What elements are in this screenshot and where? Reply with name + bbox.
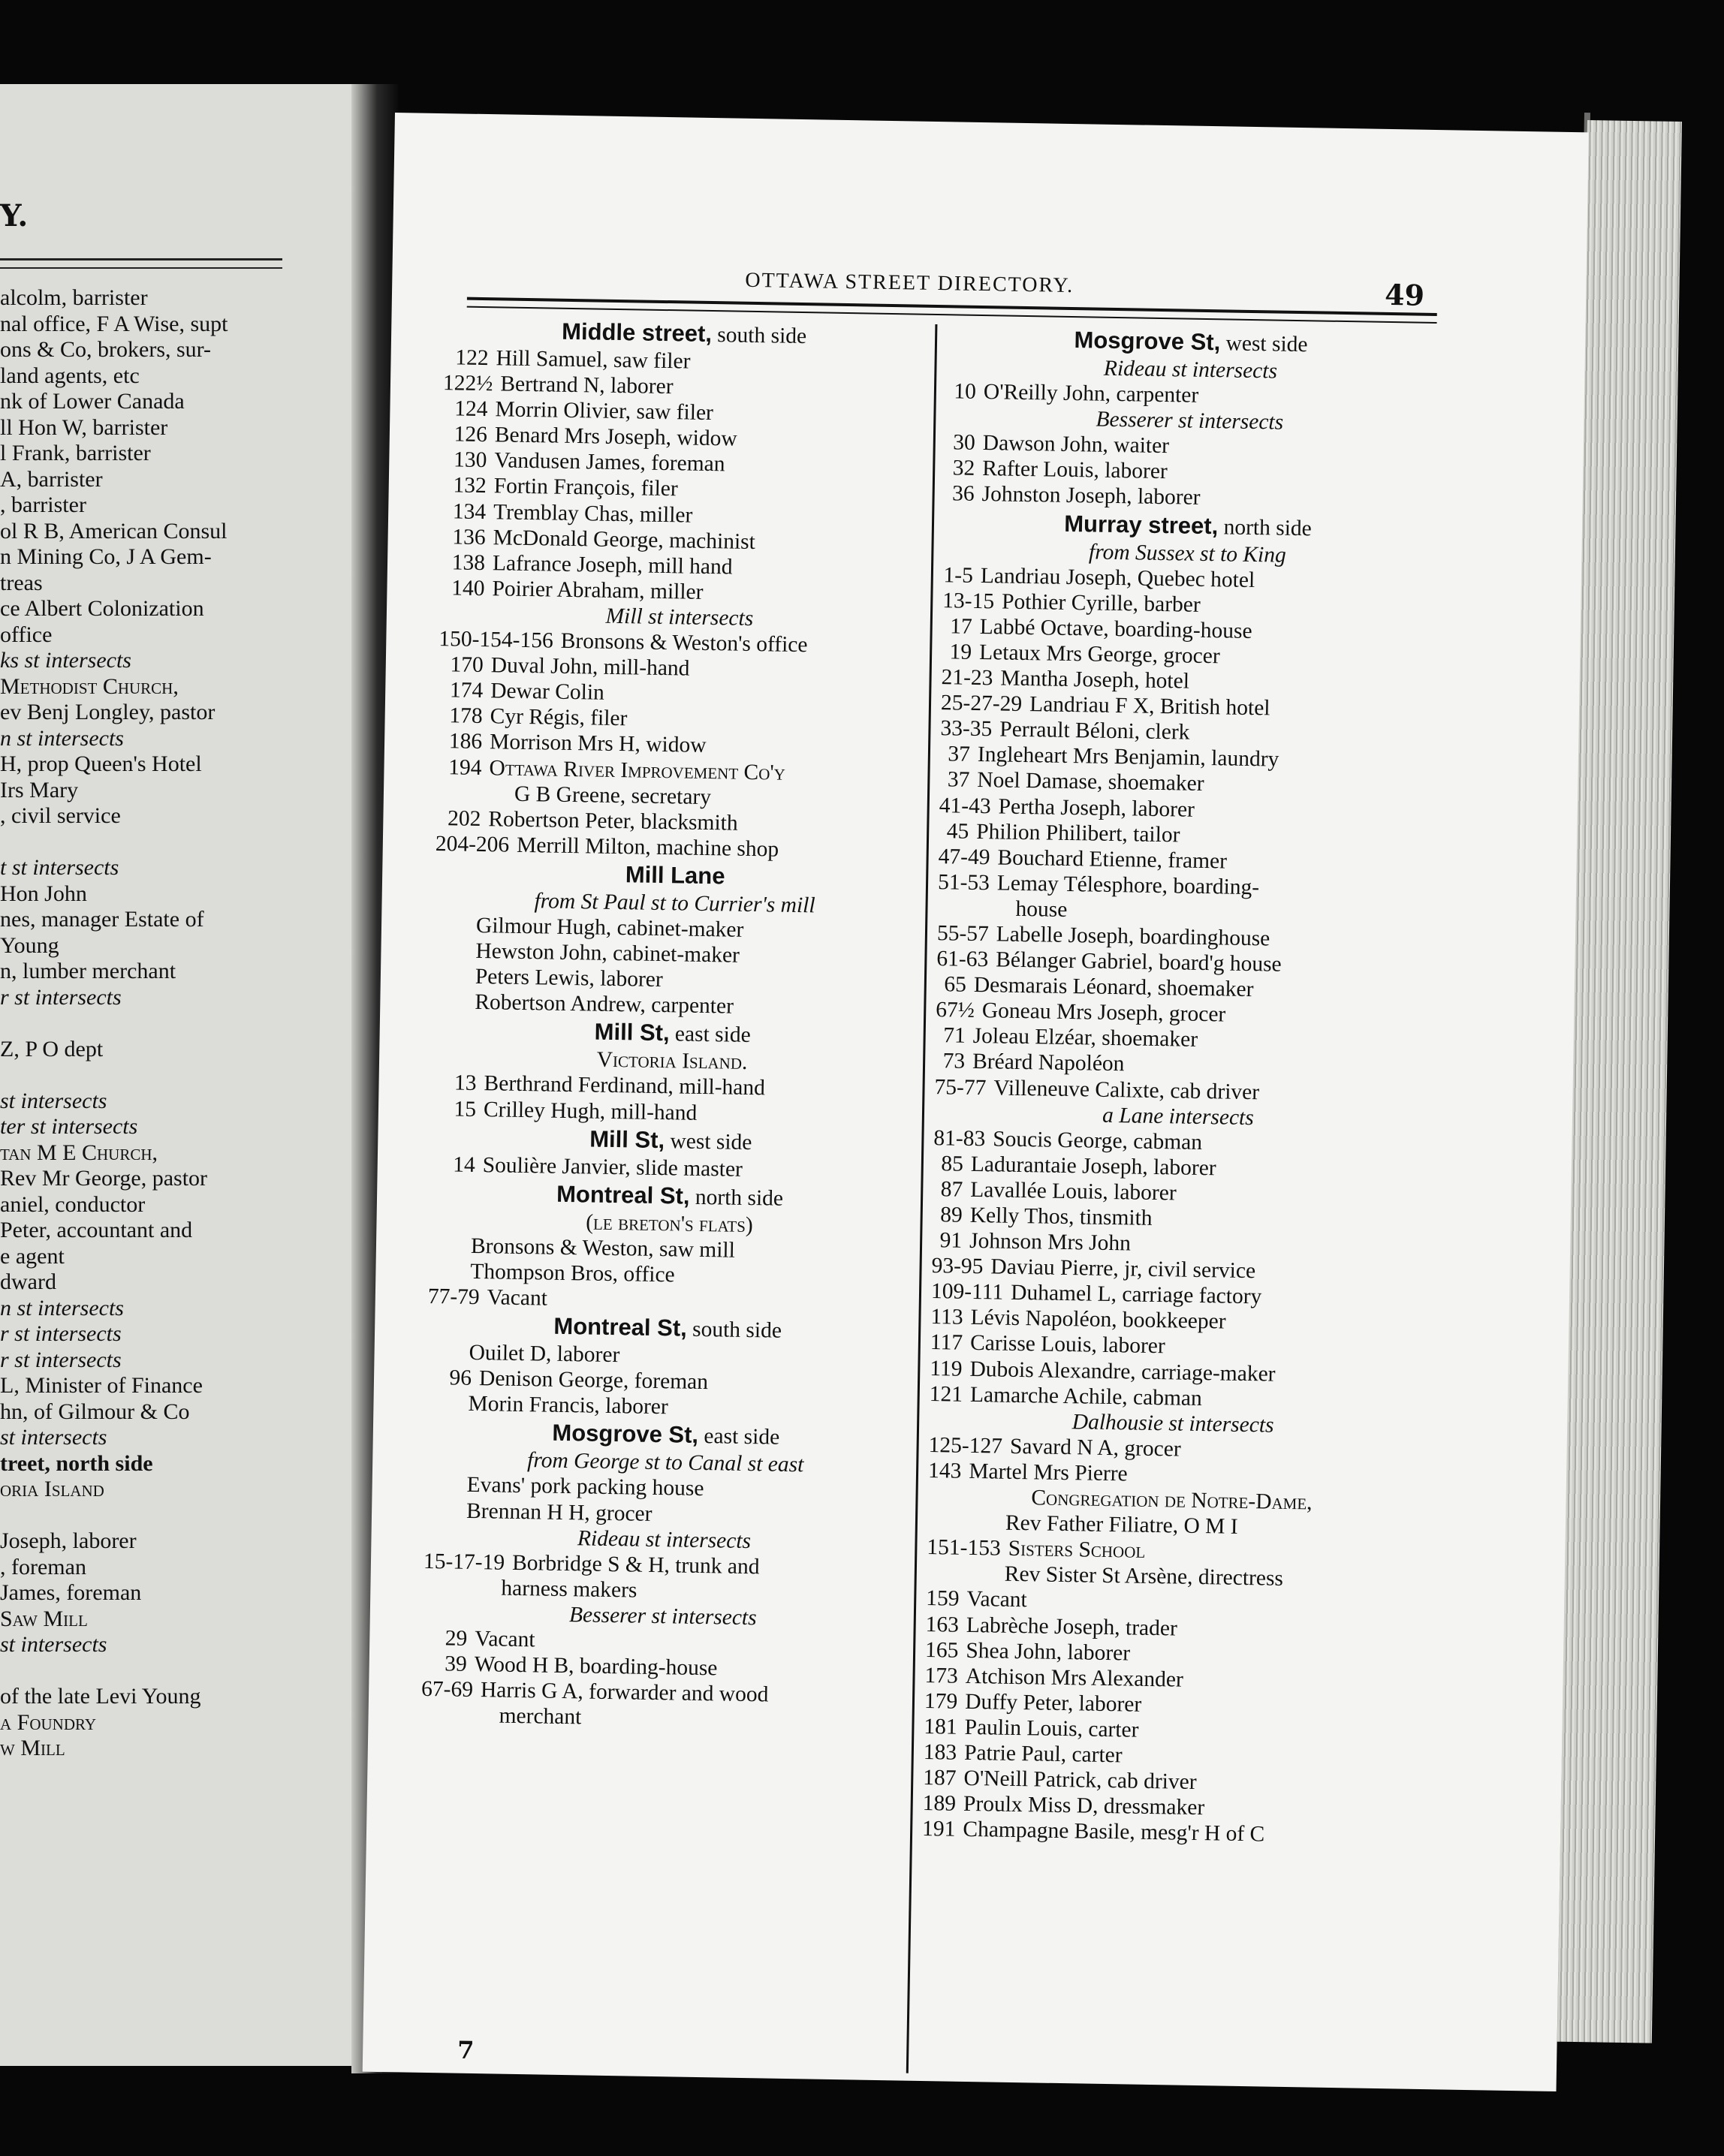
intersection-note: Besserer st intersects: [1096, 407, 1284, 435]
left-facing-page: [0, 84, 362, 2066]
resident-name: Wood H B, boarding-house: [474, 1652, 718, 1681]
running-header: OTTAWA STREET DIRECTORY.: [745, 268, 1074, 298]
directory-entry: Hewston John, cabinet-maker: [475, 939, 740, 968]
entry-continuation: merchant: [499, 1703, 582, 1730]
house-number: 189: [922, 1791, 957, 1816]
resident-name: Robertson Peter, blacksmith: [488, 806, 738, 836]
left-page-line: [0, 1658, 353, 1685]
house-number: 65: [944, 972, 967, 997]
left-page-line: oria Island: [0, 1477, 104, 1501]
left-page-line: Hon John: [0, 881, 87, 906]
house-number: 17: [949, 614, 973, 639]
house-number: 30: [953, 430, 976, 456]
street-side: west side: [664, 1128, 752, 1155]
directory-entry: Peters Lewis, laborer: [475, 965, 664, 992]
resident-name: Shea John, laborer: [966, 1638, 1131, 1666]
house-number: 119: [930, 1356, 963, 1381]
left-page-line: [0, 830, 353, 856]
house-number: 179: [924, 1688, 958, 1714]
directory-page: [363, 113, 1589, 2091]
directory-entry: Robertson Andrew, carpenter: [475, 990, 734, 1019]
left-page-line: hn, of Gilmour & Co: [0, 1399, 190, 1424]
resident-name: Bréard Napoléon: [972, 1049, 1125, 1076]
street-name: Mill St,: [589, 1125, 665, 1153]
street-name: Montreal St,: [556, 1180, 690, 1209]
resident-name: Lévis Napoléon, bookkeeper: [970, 1305, 1226, 1334]
resident-name: Pertha Joseph, laborer: [998, 793, 1195, 822]
left-page-line: A, barrister: [0, 466, 103, 492]
left-page-line: land agents, etc: [0, 363, 140, 388]
resident-name: Duval John, mill-hand: [490, 653, 690, 681]
resident-name: Johnston Joseph, laborer: [981, 482, 1201, 510]
resident-name: Champagne Basile, mesg'r H of C: [963, 1817, 1265, 1847]
left-page-line: Joseph, laborer: [0, 1528, 137, 1553]
left-page-line: , civil service: [0, 803, 121, 828]
resident-name: Landriau F X, British hotel: [1029, 692, 1270, 721]
house-number: 45: [946, 818, 969, 844]
house-number: 150-154-156: [439, 627, 554, 653]
resident-name: Bronsons & Weston's office: [560, 628, 808, 658]
left-page-line: st intersects: [0, 1425, 107, 1450]
header-rule: [467, 297, 1437, 316]
resident-name: O'Neill Patrick, cab driver: [963, 1766, 1197, 1795]
resident-name: O'Reilly John, carpenter: [983, 380, 1199, 408]
house-number: 67½: [936, 998, 975, 1023]
left-page-line: a Foundry: [0, 1709, 97, 1735]
resident-name: Goneau Mrs Joseph, grocer: [981, 998, 1226, 1027]
house-number: 173: [924, 1663, 959, 1688]
left-page-line: Rev Mr George, pastor: [0, 1166, 208, 1191]
left-page-line: w Mill: [0, 1736, 65, 1760]
left-page-line: , foreman: [0, 1554, 86, 1579]
street-side: south side: [686, 1317, 782, 1343]
resident-name: Sisters School: [1008, 1537, 1146, 1564]
resident-name: Dawson John, waiter: [982, 431, 1170, 459]
house-number: 21-23: [941, 665, 993, 691]
street-name: Mosgrove St,: [552, 1420, 699, 1449]
directory-entry: Thompson Bros, office: [470, 1259, 675, 1287]
house-number: 37: [948, 742, 971, 767]
left-page-line: ev Benj Longley, pastor: [0, 700, 216, 724]
left-page-line: r st intersects: [0, 1321, 122, 1346]
left-page-line: l Frank, barrister: [0, 441, 151, 465]
house-number: 25-27-29: [940, 691, 1023, 717]
left-page-line: of the late Levi Young: [0, 1684, 201, 1709]
left-page-line: n st intersects: [0, 725, 124, 751]
entry-continuation: Rev Father Filiatre, O M I: [1005, 1510, 1238, 1539]
resident-name: Soucis George, cabman: [993, 1127, 1203, 1155]
resident-name: Bélanger Gabriel, board'g house: [995, 947, 1282, 977]
house-number: 125-127: [928, 1432, 1003, 1459]
house-number: 13: [454, 1070, 477, 1096]
left-page-line: Methodist Church,: [0, 673, 179, 699]
resident-name: Duhamel L, carriage factory: [1010, 1281, 1262, 1309]
resident-name: Pothier Cyrille, barber: [1001, 589, 1201, 617]
house-number: 81-83: [933, 1125, 986, 1151]
resident-name: Harris G A, forwarder and wood: [480, 1678, 769, 1707]
left-page-line: n, lumber merchant: [0, 959, 176, 983]
intersection-note: from Sussex st to King: [1088, 539, 1287, 568]
left-page-line: n Mining Co, J A Gem-: [0, 544, 212, 569]
entry-continuation: Rev Sister St Arsène, directress: [1004, 1562, 1284, 1591]
house-number: 130: [453, 447, 487, 473]
resident-name: Merrill Milton, machine shop: [516, 833, 779, 862]
house-number: 67-69: [420, 1677, 474, 1703]
resident-name: Crilley Hugh, mill-hand: [483, 1097, 698, 1125]
resident-name: Letaux Mrs George, grocer: [978, 640, 1220, 669]
house-number: 55-57: [936, 921, 990, 947]
resident-name: Lavallée Louis, laborer: [970, 1177, 1177, 1206]
resident-name: Bertrand N, laborer: [500, 372, 674, 399]
resident-name: Morrin Olivier, saw filer: [495, 397, 714, 426]
house-number: 138: [451, 550, 486, 575]
left-page-line: ks st intersects: [0, 648, 131, 673]
resident-name: Villeneuve Calixte, cab driver: [993, 1075, 1260, 1104]
house-number: 33-35: [940, 716, 993, 742]
directory-entry: Bronsons & Weston, saw mill: [470, 1233, 736, 1263]
street-name: Montreal St,: [553, 1312, 688, 1341]
house-number: 204-206: [435, 831, 510, 857]
resident-name: Proulx Miss D, dressmaker: [963, 1792, 1205, 1820]
resident-name: Denison George, foreman: [478, 1366, 709, 1395]
left-page-line: James, foreman: [0, 1580, 142, 1605]
house-number: 14: [453, 1152, 476, 1177]
intersection-note: a Lane intersects: [1102, 1103, 1255, 1130]
resident-name: Borbridge S & H, trunk and: [511, 1550, 760, 1579]
house-number: 170: [450, 652, 484, 678]
left-page-rule: [0, 267, 282, 269]
house-number: 91: [939, 1228, 963, 1253]
left-page-line: ol R B, American Consul: [0, 518, 228, 544]
resident-name: Dewar Colin: [490, 679, 605, 705]
resident-name: Perrault Béloni, clerk: [999, 717, 1190, 745]
left-page-header-fragment: Y.: [0, 198, 29, 233]
left-page-line: , barrister: [0, 492, 86, 517]
entry-continuation: house: [1015, 896, 1068, 922]
resident-name: McDonald George, machinist: [493, 525, 756, 554]
left-page-line: ter st intersects: [0, 1114, 138, 1139]
street-side: north side: [689, 1185, 784, 1211]
resident-name: Ladurantaie Joseph, laborer: [970, 1152, 1216, 1181]
street-side: north side: [1217, 514, 1313, 541]
house-number: 87: [940, 1177, 963, 1202]
house-number: 19: [949, 640, 972, 664]
resident-name: Daviau Pierre, jr, civil service: [990, 1254, 1256, 1284]
left-page-line: ce Albert Colonization: [0, 596, 204, 621]
street-name: Middle street,: [561, 318, 713, 348]
left-page-line: dward: [0, 1269, 56, 1294]
resident-name: Tremblay Chas, miller: [493, 499, 693, 528]
house-number: 47-49: [938, 844, 990, 869]
resident-name: Vacant: [487, 1285, 548, 1311]
house-number: 51-53: [937, 869, 990, 896]
section-label: (le breton's flats): [585, 1210, 754, 1237]
section-label: Congregation de Notre-Dame,: [1031, 1486, 1313, 1515]
street-side: south side: [711, 323, 807, 349]
entry-continuation: harness makers: [501, 1576, 637, 1603]
house-number: 151-153: [927, 1535, 1001, 1561]
house-number: 183: [923, 1739, 957, 1765]
house-number: 75-77: [934, 1074, 987, 1100]
house-number: 124: [454, 396, 488, 422]
house-number: 96: [449, 1366, 472, 1391]
left-page-line: [0, 1503, 353, 1529]
resident-name: Mantha Joseph, hotel: [1000, 666, 1190, 694]
left-page-line: Young: [0, 932, 59, 958]
house-number: 143: [927, 1458, 962, 1483]
house-number: 126: [454, 422, 488, 447]
house-number: 194: [448, 754, 482, 780]
resident-name: Cyr Régis, filer: [490, 704, 628, 731]
street-side: east side: [698, 1424, 780, 1450]
house-number: 113: [930, 1305, 963, 1330]
house-number: 32: [952, 456, 975, 481]
house-number: 191: [921, 1817, 956, 1841]
left-page-line: aniel, conductor: [0, 1191, 146, 1217]
house-number: 178: [449, 703, 483, 729]
intersection-note: Dalhousie st intersects: [1071, 1409, 1274, 1438]
resident-name: Vandusen James, foreman: [494, 448, 725, 477]
left-page-line: e agent: [0, 1243, 65, 1269]
house-number: 121: [929, 1381, 963, 1407]
directory-entry: Evans' pork packing house: [466, 1473, 704, 1501]
house-number: 10: [954, 379, 977, 404]
house-number: 163: [925, 1612, 960, 1637]
house-number: 109-111: [930, 1279, 1004, 1305]
resident-name: Lemay Télesphore, boarding-: [996, 871, 1260, 900]
entry-continuation: G B Greene, secretary: [514, 781, 712, 809]
house-number: 41-43: [939, 793, 991, 818]
left-page-line: Saw Mill: [0, 1606, 88, 1631]
resident-name: Bouchard Etienne, framer: [997, 845, 1228, 874]
resident-name: Soulière Janvier, slide master: [482, 1152, 743, 1182]
house-number: 140: [451, 576, 485, 601]
resident-name: Kelly Thos, tinsmith: [969, 1203, 1153, 1230]
house-number: 202: [447, 805, 481, 831]
resident-name: Vacant: [475, 1627, 535, 1652]
street-name: Mill St,: [594, 1018, 670, 1046]
house-number: 29: [445, 1626, 468, 1651]
intersection-note: Rideau st intersects: [1103, 356, 1278, 384]
house-number: 15-17-19: [423, 1549, 505, 1575]
house-number: 136: [452, 525, 486, 550]
resident-name: Hill Samuel, saw filer: [496, 346, 691, 374]
resident-name: Johnson Mrs John: [969, 1228, 1132, 1256]
house-number: 36: [951, 481, 975, 507]
house-number: 61-63: [936, 947, 989, 972]
left-page-line: nk of Lower Canada: [0, 389, 185, 414]
resident-name: Lamarche Achile, cabman: [969, 1382, 1203, 1411]
intersection-note: from George st to Canal st east: [526, 1448, 804, 1477]
house-number: 89: [939, 1203, 963, 1227]
intersection-note: Besserer st intersects: [568, 1603, 757, 1631]
left-page-line: st intersects: [0, 1088, 107, 1113]
left-page-line: nes, manager Estate of: [0, 907, 204, 932]
house-number: 93-95: [931, 1254, 984, 1279]
left-page-rule: [0, 258, 282, 260]
resident-name: Desmarais Léonard, shoemaker: [973, 973, 1254, 1002]
left-page-line: [0, 1062, 353, 1089]
house-number: 187: [923, 1766, 957, 1790]
left-page-line: r st intersects: [0, 984, 122, 1010]
resident-name: Noel Damase, shoemaker: [977, 768, 1204, 796]
left-page-text: [0, 285, 353, 1762]
left-page-line: nal office, F A Wise, supt: [0, 311, 228, 336]
house-number: 186: [448, 729, 483, 754]
resident-name: Ingleheart Mrs Benjamin, laundry: [977, 742, 1279, 772]
resident-name: Martel Mrs Pierre: [969, 1459, 1128, 1486]
left-page-line: treas: [0, 570, 43, 595]
resident-name: Fortin François, filer: [493, 474, 678, 501]
left-page-line: Z, P O dept: [0, 1036, 104, 1061]
resident-name: Carisse Louis, laborer: [969, 1331, 1166, 1359]
house-number: 1-5: [943, 562, 974, 588]
signature-mark: 7: [457, 2035, 475, 2065]
directory-entry: Brennan H H, grocer: [466, 1498, 653, 1526]
house-number: 117: [930, 1330, 963, 1356]
house-number: 122½: [442, 371, 493, 396]
directory-column-right: [922, 323, 1435, 1850]
house-number: 159: [926, 1586, 960, 1612]
house-number: 181: [924, 1714, 957, 1739]
resident-name: Labrèche Joseph, trader: [966, 1612, 1178, 1641]
house-number: 15: [454, 1097, 477, 1122]
directory-column-left: [420, 315, 924, 1736]
house-number: 73: [942, 1049, 966, 1074]
intersection-note: from St Paul st to Currier's mill: [534, 889, 815, 918]
resident-name: Poirier Abraham, miller: [492, 577, 704, 604]
house-number: 39: [444, 1652, 468, 1676]
house-number: 37: [947, 767, 970, 793]
resident-name: Labbé Octave, boarding-house: [979, 614, 1252, 643]
left-page-line: treet, north side: [0, 1450, 153, 1476]
house-number: 132: [453, 473, 487, 498]
house-number: 122: [455, 345, 489, 371]
house-number: 134: [452, 498, 487, 524]
resident-name: Berthrand Ferdinand, mill-hand: [484, 1071, 766, 1101]
left-page-line: office: [0, 622, 53, 647]
resident-name: Lafrance Joseph, mill hand: [492, 550, 733, 580]
intersection-note: Rideau st intersects: [577, 1525, 752, 1553]
page-number: 49: [1384, 277, 1425, 312]
left-page-line: [0, 1010, 353, 1037]
left-page-line: ons & Co, brokers, sur-: [0, 337, 212, 362]
street-name: Murray street,: [1063, 510, 1219, 539]
resident-name: Patrie Paul, carter: [963, 1740, 1123, 1768]
resident-name: Morrison Mrs H, widow: [489, 730, 707, 758]
directory-entry: Gilmour Hugh, cabinet-maker: [475, 913, 744, 942]
resident-name: Rafter Louis, laborer: [981, 456, 1168, 484]
section-label: Victoria Island.: [596, 1047, 748, 1075]
house-number: 165: [924, 1637, 959, 1663]
resident-name: Benard Mrs Joseph, widow: [494, 423, 737, 451]
house-number: 13-15: [942, 588, 995, 614]
resident-name: Joleau Elzéar, shoemaker: [972, 1024, 1198, 1052]
resident-name: Paulin Louis, carter: [964, 1715, 1139, 1742]
resident-name: Duffy Peter, laborer: [964, 1689, 1142, 1717]
resident-name: Dubois Alexandre, carriage-maker: [969, 1357, 1276, 1387]
resident-name: Ottawa River Improvement Co'y: [489, 755, 786, 785]
left-page-line: t st intersects: [0, 855, 119, 880]
left-page-line: ll Hon W, barrister: [0, 414, 168, 440]
resident-name: Landriau Joseph, Quebec hotel: [980, 563, 1255, 592]
street-name: Mosgrove St,: [1074, 327, 1221, 356]
left-page-line: tan M E Church,: [0, 1140, 158, 1165]
left-page-line: r st intersects: [0, 1347, 122, 1372]
left-page-line: n st intersects: [0, 1295, 124, 1320]
resident-name: Labelle Joseph, boardinghouse: [996, 922, 1270, 951]
street-name: Mill Lane: [625, 861, 725, 890]
resident-name: Vacant: [966, 1587, 1028, 1612]
resident-name: Atchison Mrs Alexander: [965, 1664, 1184, 1692]
house-number: 71: [942, 1023, 966, 1049]
street-side: west side: [1219, 331, 1308, 357]
directory-entry: Morin Francis, laborer: [468, 1392, 668, 1420]
intersection-note: Mill st intersects: [605, 604, 754, 631]
left-page-line: Peter, accountant and: [0, 1218, 193, 1242]
house-number: 77-79: [427, 1284, 480, 1310]
resident-name: Philion Philibert, tailor: [975, 819, 1180, 848]
left-page-line: Irs Mary: [0, 777, 79, 802]
left-page-line: L, Minister of Finance: [0, 1373, 203, 1398]
house-number: 174: [449, 678, 484, 703]
left-page-line: H, prop Queen's Hotel: [0, 751, 202, 776]
left-page-line: st intersects: [0, 1632, 107, 1657]
street-side: east side: [669, 1022, 751, 1048]
left-page-line: alcolm, barrister: [0, 285, 148, 310]
house-number: 85: [941, 1152, 964, 1176]
resident-name: Savard N A, grocer: [1009, 1434, 1181, 1462]
directory-entry: Ouilet D, laborer: [469, 1340, 620, 1368]
